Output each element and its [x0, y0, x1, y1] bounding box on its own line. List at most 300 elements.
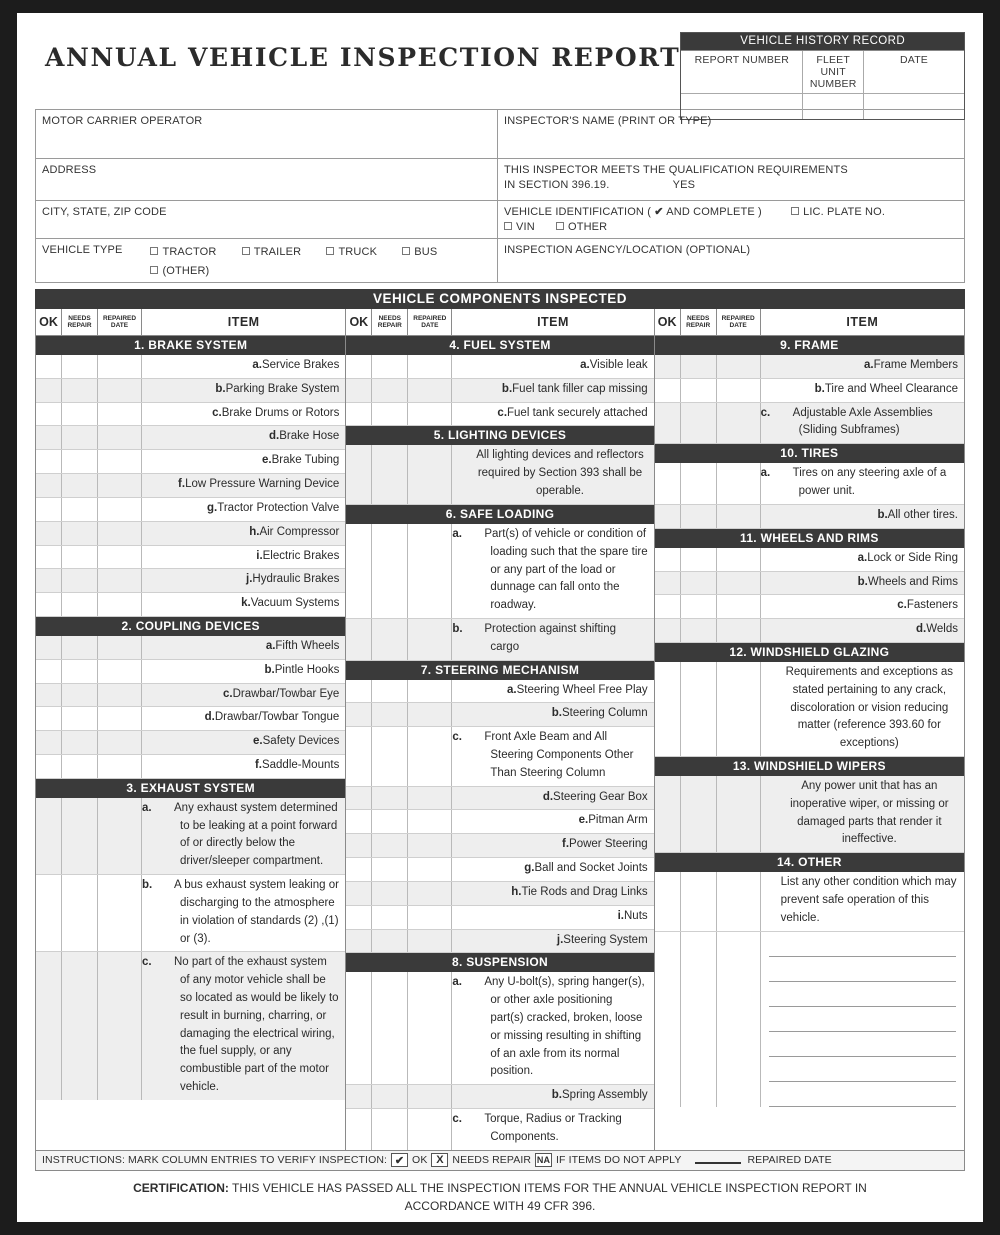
ok-checkbox-cell[interactable] — [655, 355, 681, 378]
needs-repair-checkbox-cell[interactable] — [62, 593, 98, 616]
repaired-date-cell[interactable] — [98, 636, 142, 659]
repaired-date-cell[interactable] — [408, 403, 452, 426]
repaired-date-cell[interactable] — [98, 403, 142, 426]
section-heading: 11. WHEELS AND RIMS — [655, 529, 964, 548]
repaired-date-cell[interactable] — [408, 619, 452, 660]
ok-checkbox-cell[interactable] — [346, 834, 372, 857]
repaired-date-cell[interactable] — [98, 660, 142, 683]
needs-repair-checkbox-cell[interactable] — [62, 569, 98, 592]
repaired-date-cell[interactable] — [408, 524, 452, 618]
vehicle-type-other[interactable] — [150, 265, 209, 277]
repaired-date-cell[interactable] — [717, 662, 761, 756]
vehicle-type-tractor[interactable] — [150, 246, 216, 258]
needs-repair-checkbox-cell[interactable] — [372, 882, 408, 905]
section-heading: 2. COUPLING DEVICES — [36, 617, 345, 636]
needs-repair-checkbox-cell[interactable] — [62, 798, 98, 874]
header-repaired-date-line1: REPAIRED — [413, 314, 447, 322]
repaired-date-cell[interactable] — [98, 450, 142, 473]
repaired-date-cell[interactable] — [98, 379, 142, 402]
date-line-icon — [695, 1156, 741, 1164]
vehicle-type-bus[interactable] — [402, 246, 437, 258]
section-heading: 13. WINDSHIELD WIPERS — [655, 757, 964, 776]
needs-repair-checkbox-cell[interactable] — [62, 498, 98, 521]
repaired-date-cell[interactable] — [408, 1109, 452, 1150]
item-label: g. — [524, 862, 535, 875]
certification-statement — [35, 1179, 965, 1215]
ok-checkbox-cell[interactable] — [655, 595, 681, 618]
inspection-agency-label: INSPECTION AGENCY/LOCATION (OPTIONAL) — [504, 244, 751, 256]
needs-repair-checkbox-cell[interactable] — [372, 972, 408, 1084]
needs-repair-checkbox-cell[interactable] — [62, 952, 98, 1100]
needs-repair-checkbox-cell[interactable] — [681, 355, 717, 378]
item-text: b.Parking Brake System — [142, 379, 345, 402]
item-label: c. — [452, 731, 462, 744]
ok-checkbox-cell[interactable] — [36, 498, 62, 521]
item-label: k. — [241, 597, 251, 610]
needs-repair-checkbox-cell[interactable] — [681, 776, 717, 852]
notes-lines[interactable] — [761, 932, 964, 1107]
item-text: a.Lock or Side Ring — [761, 548, 964, 571]
checkbox-icon[interactable] — [402, 247, 410, 255]
carrier-inspector-block — [35, 109, 965, 283]
item-text: j.Steering System — [452, 930, 653, 953]
header-item: ITEM — [846, 315, 879, 329]
repaired-date-cell[interactable] — [408, 703, 452, 726]
item-label: b. — [142, 879, 153, 892]
repaired-date-cell[interactable] — [98, 684, 142, 707]
item-text: b.Steering Column — [452, 703, 653, 726]
ok-checkbox-cell[interactable] — [346, 906, 372, 929]
needs-repair-checkbox-cell[interactable] — [681, 662, 717, 756]
repaired-date-cell[interactable] — [717, 776, 761, 852]
repaired-date-cell[interactable] — [98, 522, 142, 545]
vehicle-identification-label: VEHICLE IDENTIFICATION ( — [504, 206, 652, 218]
needs-repair-checkbox-cell[interactable] — [681, 505, 717, 528]
repaired-date-cell[interactable] — [98, 474, 142, 497]
repaired-date-cell[interactable] — [717, 355, 761, 378]
inspector-name-label: INSPECTOR'S NAME (PRINT OR TYPE) — [504, 115, 712, 127]
needs-repair-checkbox-cell[interactable] — [372, 787, 408, 810]
repaired-date-cell[interactable] — [98, 755, 142, 778]
ok-checkbox-cell[interactable] — [346, 379, 372, 402]
header-repaired-date-line2: DATE — [421, 322, 439, 329]
repaired-date-cell[interactable] — [98, 731, 142, 754]
repaired-date-cell[interactable] — [98, 569, 142, 592]
inspection-row — [36, 426, 345, 450]
repaired-date-cell[interactable] — [98, 355, 142, 378]
repaired-date-cell[interactable] — [98, 546, 142, 569]
needs-repair-checkbox-cell[interactable] — [372, 906, 408, 929]
ok-checkbox-cell[interactable] — [36, 593, 62, 616]
needs-repair-checkbox-cell[interactable] — [681, 403, 717, 444]
needs-repair-checkbox-cell[interactable] — [372, 524, 408, 618]
vehicle-type-truck[interactable] — [326, 246, 377, 258]
inspection-row — [655, 548, 964, 572]
repaired-date-cell[interactable] — [717, 548, 761, 571]
lic-plate-no-label: LIC. PLATE NO. — [803, 206, 886, 218]
other-notes-rows — [655, 932, 964, 1107]
section-heading: 10. TIRES — [655, 444, 964, 463]
item-text: c.Front Axle Beam and All Steering Components Other Than Steering Column — [452, 731, 634, 779]
instructions-ok-text: OK — [412, 1154, 428, 1167]
item-text: d.Steering Gear Box — [452, 787, 653, 810]
ok-checkbox-cell[interactable] — [655, 572, 681, 595]
ok-checkbox-cell[interactable] — [36, 707, 62, 730]
date-header: DATE — [899, 54, 929, 66]
repaired-date-cell[interactable] — [408, 680, 452, 703]
item-text: a.Frame Members — [761, 355, 964, 378]
vehicle-identification-field — [498, 200, 964, 238]
column-headers — [36, 309, 345, 336]
checkbox-icon[interactable] — [556, 222, 564, 230]
header-repaired-date-line2: DATE — [110, 322, 129, 329]
components-banner: VEHICLE COMPONENTS INSPECTED — [35, 289, 965, 309]
ok-checkbox-cell[interactable] — [346, 355, 372, 378]
header-needs-repair-line1: NEEDS — [686, 314, 710, 322]
checkbox-icon[interactable] — [504, 222, 512, 230]
inspection-row — [346, 787, 653, 811]
certification-label: CERTIFICATION: — [133, 1180, 229, 1195]
item-text: b.A bus exhaust system leaking or discharging to the atmosphere in violation of standards (2) ,(1) or (3). — [142, 879, 339, 945]
item-label: d. — [542, 790, 554, 803]
ok-checkbox-cell[interactable] — [346, 680, 372, 703]
ok-checkbox-cell[interactable] — [36, 522, 62, 545]
vehicle-identification-label-end: AND COMPLETE ) — [666, 206, 762, 218]
needs-repair-checkbox-cell[interactable] — [681, 932, 717, 1107]
section-heading: 4. FUEL SYSTEM — [346, 336, 653, 355]
section-heading: 3. EXHAUST SYSTEM — [36, 779, 345, 798]
ok-checkbox-cell[interactable] — [36, 426, 62, 449]
ok-checkbox-cell[interactable] — [36, 798, 62, 874]
needs-repair-checkbox-cell[interactable] — [372, 680, 408, 703]
repaired-date-cell[interactable] — [408, 1085, 452, 1108]
item-label: g. — [207, 501, 218, 514]
notes-line[interactable] — [769, 1057, 956, 1082]
item-text: e.Brake Tubing — [142, 450, 345, 473]
components-column-2 — [345, 309, 654, 1150]
item-label: c. — [142, 956, 152, 969]
item-text: i.Nuts — [452, 906, 653, 929]
header-needs-repair-line2: REPAIR — [67, 322, 92, 329]
repaired-date-cell[interactable] — [717, 572, 761, 595]
repaired-date-cell[interactable] — [98, 498, 142, 521]
address-field[interactable] — [36, 158, 497, 200]
ok-checkbox-cell[interactable] — [346, 445, 372, 503]
needs-repair-checkbox-cell[interactable] — [681, 548, 717, 571]
inspection-row — [36, 355, 345, 379]
needs-repair-checkbox-cell[interactable] — [372, 355, 408, 378]
needs-repair-checkbox-cell[interactable] — [62, 426, 98, 449]
ok-checkbox-cell[interactable] — [346, 703, 372, 726]
ok-checkbox-cell[interactable] — [346, 930, 372, 953]
vin-option[interactable] — [504, 221, 535, 233]
inspection-row — [36, 593, 345, 617]
repaired-date-cell[interactable] — [717, 379, 761, 402]
ok-checkbox-cell[interactable] — [36, 755, 62, 778]
needs-repair-checkbox-cell[interactable] — [62, 707, 98, 730]
repaired-date-cell[interactable] — [717, 463, 761, 504]
item-label: d. — [916, 623, 927, 636]
vehicle-history-record-box — [680, 32, 965, 120]
ok-checkbox-cell[interactable] — [346, 858, 372, 881]
checkbox-icon[interactable] — [242, 247, 250, 255]
item-text: d.Drawbar/Towbar Tongue — [142, 707, 345, 730]
needs-repair-checkbox-cell[interactable] — [372, 930, 408, 953]
inspection-row — [36, 952, 345, 1100]
inspection-row — [346, 619, 653, 661]
column-3-body — [655, 336, 964, 1107]
ok-checkbox-cell[interactable] — [36, 355, 62, 378]
item-label: a. — [760, 467, 771, 480]
ok-checkbox-cell[interactable] — [36, 450, 62, 473]
components-column-3 — [655, 309, 964, 1150]
ok-checkbox-cell[interactable] — [346, 1109, 372, 1150]
ok-checkbox-cell[interactable] — [655, 379, 681, 402]
inspection-row — [655, 872, 964, 931]
item-text: j.Hydraulic Brakes — [142, 569, 345, 592]
needs-repair-checkbox-cell[interactable] — [62, 355, 98, 378]
instructions-repaired-date-text: REPAIRED DATE — [747, 1154, 832, 1167]
repaired-date-cell[interactable] — [408, 787, 452, 810]
ok-checkbox-cell[interactable] — [36, 684, 62, 707]
needs-repair-checkbox-cell[interactable] — [372, 445, 408, 503]
item-label: a. — [580, 359, 590, 371]
section-heading: 9. FRAME — [655, 336, 964, 355]
qualification-yes[interactable]: YES — [672, 178, 696, 191]
needs-repair-checkbox-cell[interactable] — [372, 834, 408, 857]
header-needs-repair — [62, 309, 98, 335]
repaired-date-cell[interactable] — [98, 798, 142, 874]
repaired-date-cell[interactable] — [408, 858, 452, 881]
item-text: b.Tire and Wheel Clearance — [761, 379, 964, 402]
needs-repair-checkbox-cell[interactable] — [62, 474, 98, 497]
notes-line[interactable] — [769, 982, 956, 1007]
repaired-date-cell[interactable] — [98, 426, 142, 449]
header-needs-repair — [372, 309, 408, 335]
vehicle-history-record-heading: VEHICLE HISTORY RECORD — [681, 33, 964, 50]
repaired-date-cell[interactable] — [408, 972, 452, 1084]
repaired-date-cell[interactable] — [408, 727, 452, 785]
repaired-date-cell[interactable] — [717, 932, 761, 1107]
needs-repair-checkbox-cell[interactable] — [62, 875, 98, 951]
repaired-date-cell[interactable] — [98, 875, 142, 951]
repaired-date-cell[interactable] — [98, 707, 142, 730]
report-number-header: REPORT NUMBER — [681, 51, 803, 93]
repaired-date-cell[interactable] — [717, 505, 761, 528]
ok-checkbox-cell[interactable] — [36, 379, 62, 402]
needs-repair-checkbox-cell[interactable] — [62, 450, 98, 473]
needs-repair-checkbox-cell[interactable] — [62, 684, 98, 707]
ok-checkbox-cell[interactable] — [36, 546, 62, 569]
inspection-row — [36, 522, 345, 546]
ok-checkbox-cell[interactable] — [346, 619, 372, 660]
notes-line[interactable] — [769, 1007, 956, 1032]
instructions-bar — [35, 1151, 965, 1171]
ok-checkbox-cell[interactable] — [36, 875, 62, 951]
ok-checkbox-cell[interactable] — [655, 619, 681, 642]
inspection-row — [346, 1109, 653, 1150]
inspection-row — [655, 662, 964, 757]
notes-line[interactable] — [769, 957, 956, 982]
needs-repair-checkbox-cell[interactable] — [372, 379, 408, 402]
inspector-name-field[interactable] — [498, 110, 964, 158]
ok-checkbox-cell[interactable] — [36, 731, 62, 754]
item-text: b.All other tires. — [761, 505, 964, 528]
needs-repair-checkbox-cell[interactable] — [372, 727, 408, 785]
needs-repair-checkbox-cell[interactable] — [372, 619, 408, 660]
item-text: c.Fuel tank securely attached — [452, 403, 653, 426]
checkbox-icon[interactable] — [791, 207, 799, 215]
motor-carrier-operator-label: MOTOR CARRIER OPERATOR — [42, 115, 203, 127]
needs-repair-checkbox-cell[interactable] — [372, 810, 408, 833]
item-text: k.Vacuum Systems — [142, 593, 345, 616]
ok-checkbox-cell[interactable] — [36, 569, 62, 592]
item-label: j. — [246, 573, 253, 586]
ok-checkbox-cell[interactable] — [346, 810, 372, 833]
ok-checkbox-cell[interactable] — [346, 727, 372, 785]
repaired-date-cell[interactable] — [717, 403, 761, 444]
ok-checkbox-cell[interactable] — [346, 403, 372, 426]
address-label: ADDRESS — [42, 164, 97, 176]
needs-repair-checkbox-cell[interactable] — [681, 463, 717, 504]
needs-repair-checkbox-cell[interactable] — [62, 403, 98, 426]
item-text: a.Any U-bolt(s), spring hanger(s), or other axle positioning part(s) cracked, broken, loose or missing resulting in shifting of an axle from its normal position. — [452, 976, 645, 1078]
inspection-row — [346, 403, 653, 427]
repaired-date-cell[interactable] — [98, 952, 142, 1100]
needs-repair-checkbox-cell[interactable] — [372, 1109, 408, 1150]
ok-checkbox-cell[interactable] — [36, 474, 62, 497]
inspection-row — [346, 703, 653, 727]
repaired-date-cell[interactable] — [717, 595, 761, 618]
repaired-date-cell[interactable] — [408, 834, 452, 857]
inspection-row — [346, 445, 653, 504]
needs-repair-checkbox-cell[interactable] — [372, 703, 408, 726]
repaired-date-cell[interactable] — [408, 930, 452, 953]
item-text: b.Fuel tank filler cap missing — [452, 379, 653, 402]
city-state-zip-field[interactable] — [36, 200, 497, 238]
ok-checkbox-cell[interactable] — [655, 662, 681, 756]
repaired-date-cell[interactable] — [408, 379, 452, 402]
header-ok: OK — [36, 309, 62, 335]
ok-checkbox-cell[interactable] — [36, 952, 62, 1100]
components-grid — [35, 309, 965, 1151]
needs-repair-checkbox-cell[interactable] — [372, 858, 408, 881]
check-icon: ✔ — [654, 206, 664, 218]
needs-repair-checkbox-cell[interactable] — [681, 872, 717, 930]
checkbox-icon[interactable] — [326, 247, 334, 255]
item-text: a.Visible leak — [452, 355, 653, 378]
repaired-date-cell[interactable] — [717, 872, 761, 930]
item-text: List any other condition which may prevent safe operation of this vehicle. — [780, 876, 957, 924]
needs-repair-checkbox-cell[interactable] — [62, 660, 98, 683]
item-text: Any power unit that has an inoperative wiper, or missing or damaged parts that render it ineffective. — [790, 780, 949, 846]
motor-carrier-operator-field[interactable] — [36, 110, 497, 158]
notes-line[interactable] — [769, 932, 956, 957]
repaired-date-cell[interactable] — [408, 355, 452, 378]
ok-checkbox-cell[interactable] — [36, 636, 62, 659]
section-heading: 1. BRAKE SYSTEM — [36, 336, 345, 355]
header-needs-repair-line1: NEEDS — [378, 314, 402, 322]
inspection-row — [655, 403, 964, 445]
item-text: All lighting devices and reflectors required by Section 393 shall be operable. — [476, 449, 644, 498]
repaired-date-cell[interactable] — [408, 906, 452, 929]
notes-line[interactable] — [769, 1082, 956, 1107]
checkbox-icon[interactable] — [150, 247, 158, 255]
lic-plate-no-option[interactable] — [791, 205, 885, 220]
needs-repair-checkbox-cell[interactable] — [372, 1085, 408, 1108]
na-mark-icon: NA — [536, 1155, 551, 1166]
repaired-date-cell[interactable] — [98, 593, 142, 616]
needs-repair-checkbox-cell[interactable] — [62, 379, 98, 402]
needs-repair-checkbox-cell[interactable] — [681, 619, 717, 642]
item-text: g.Tractor Protection Valve — [142, 498, 345, 521]
item-text: d.Brake Hose — [142, 426, 345, 449]
item-label: b. — [551, 1089, 562, 1102]
needs-repair-checkbox-cell[interactable] — [62, 522, 98, 545]
inspection-row — [36, 403, 345, 427]
item-label: a. — [857, 551, 868, 564]
needs-repair-checkbox-cell[interactable] — [681, 572, 717, 595]
item-label: b. — [551, 707, 562, 720]
ok-checkbox-cell[interactable] — [655, 463, 681, 504]
ok-checkbox-cell[interactable] — [655, 932, 681, 1107]
inspection-row — [655, 619, 964, 643]
ok-checkbox-cell[interactable] — [346, 787, 372, 810]
inspection-row — [655, 776, 964, 853]
ok-checkbox-cell[interactable] — [346, 1085, 372, 1108]
vehicle-type-trailer[interactable] — [242, 246, 302, 258]
checkbox-icon[interactable] — [150, 266, 158, 274]
vehicle-type-bus-label: BUS — [414, 246, 438, 258]
item-label: h. — [249, 525, 260, 538]
ok-checkbox-cell[interactable] — [36, 660, 62, 683]
item-text: e.Pitman Arm — [452, 810, 653, 833]
ok-checkbox-cell[interactable] — [346, 972, 372, 1084]
ok-checkbox-cell[interactable] — [655, 548, 681, 571]
other-id-option[interactable] — [556, 220, 607, 235]
notes-line[interactable] — [769, 1032, 956, 1057]
needs-repair-checkbox-cell[interactable] — [372, 403, 408, 426]
ok-checkbox-cell[interactable] — [655, 776, 681, 852]
item-label: f. — [178, 478, 186, 491]
repaired-date-cell[interactable] — [408, 445, 452, 503]
item-label: f. — [562, 838, 570, 851]
header-repaired-date — [717, 309, 761, 335]
section-heading: 7. STEERING MECHANISM — [346, 661, 653, 680]
needs-repair-checkbox-cell[interactable] — [62, 755, 98, 778]
repaired-date-cell[interactable] — [408, 882, 452, 905]
inspection-agency-field[interactable] — [498, 238, 964, 282]
ok-checkbox-cell[interactable] — [655, 505, 681, 528]
inspection-row — [655, 379, 964, 403]
needs-repair-checkbox-cell[interactable] — [62, 546, 98, 569]
needs-repair-checkbox-cell[interactable] — [681, 595, 717, 618]
item-text: e.Safety Devices — [142, 731, 345, 754]
inspection-row — [655, 355, 964, 379]
needs-repair-checkbox-cell[interactable] — [62, 636, 98, 659]
needs-repair-checkbox-cell[interactable] — [62, 731, 98, 754]
repaired-date-cell[interactable] — [408, 810, 452, 833]
repaired-date-cell[interactable] — [717, 619, 761, 642]
ok-checkbox-cell[interactable] — [346, 882, 372, 905]
needs-repair-checkbox-cell[interactable] — [681, 379, 717, 402]
item-label: e. — [253, 735, 263, 748]
ok-checkbox-cell[interactable] — [655, 403, 681, 444]
ok-checkbox-cell[interactable] — [655, 872, 681, 930]
item-label: a. — [864, 359, 874, 371]
ok-checkbox-cell[interactable] — [346, 524, 372, 618]
ok-checkbox-cell[interactable] — [36, 403, 62, 426]
